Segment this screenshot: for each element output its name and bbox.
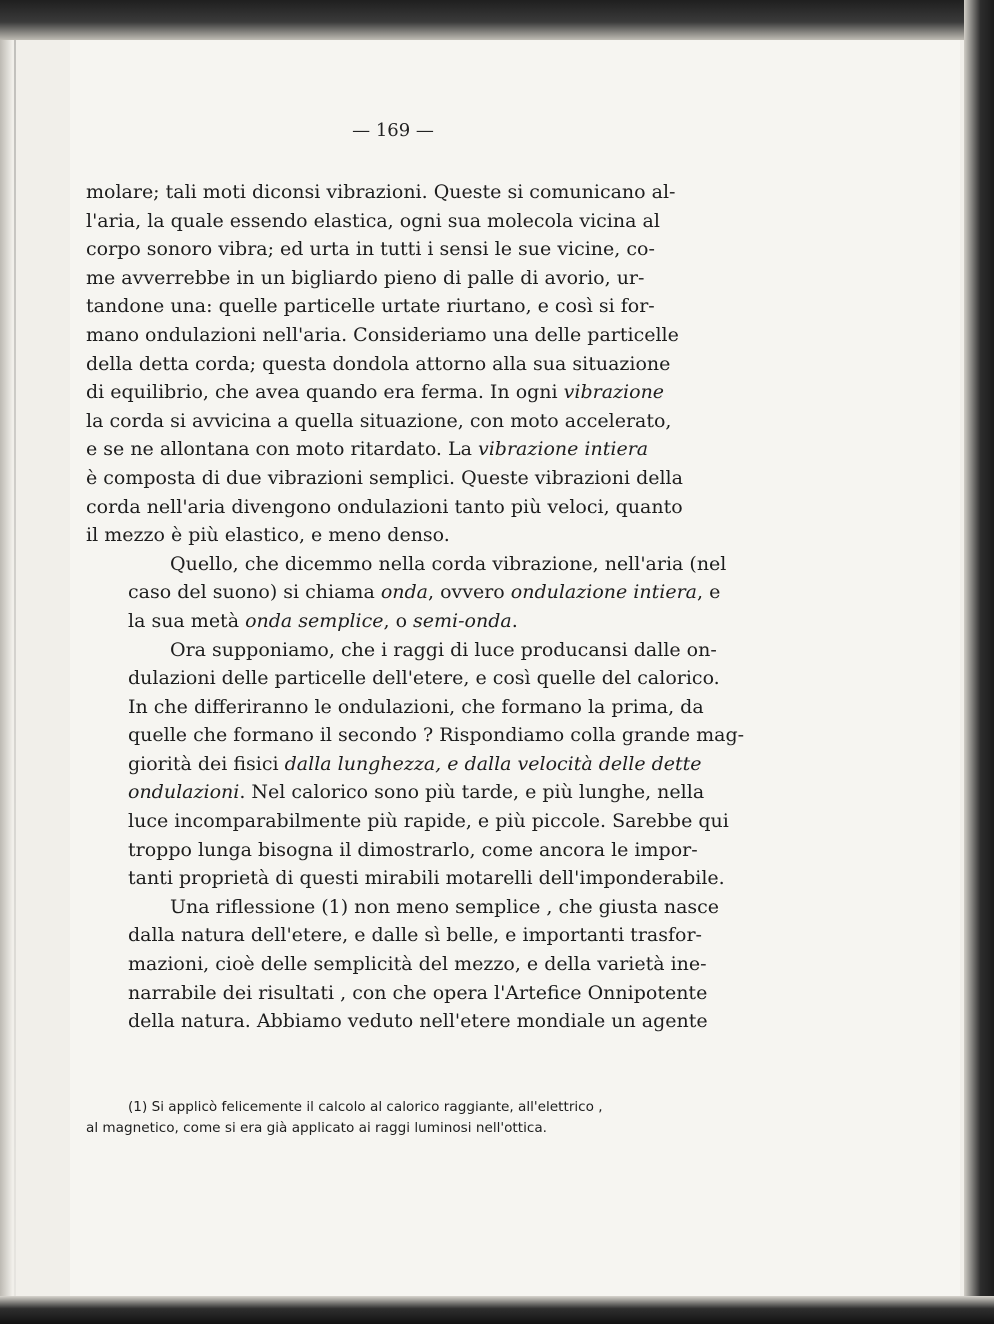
- text-line: corpo sonoro vibra; ed urta in tutti i sensi le sue vicine, co-: [86, 238, 655, 261]
- text-line: [86, 578, 721, 607]
- scan-edge-left: [0, 0, 12, 1324]
- text-run: , e: [697, 581, 721, 604]
- text-line: me avverrebbe in un bigliardo pieno di palle di avorio, ur-: [86, 266, 645, 289]
- page-number: — 169 —: [352, 120, 434, 141]
- italic-term: semi-onda: [413, 609, 512, 632]
- paragraph-3: [86, 636, 745, 893]
- text-line: [86, 607, 710, 636]
- text-line: [86, 435, 710, 464]
- italic-term: onda semplice: [245, 609, 384, 632]
- binding-shadow: [14, 0, 16, 1324]
- text-line: tanti proprietà di questi mirabili motarelli dell'imponderabile.: [128, 867, 725, 890]
- paragraph-1: [86, 178, 710, 550]
- text-line: Quello, che dicemmo nella corda vibrazione, nell'aria (nel: [170, 552, 727, 575]
- text-line: mano ondulazioni nell'aria. Consideriamo una delle particelle: [86, 323, 679, 346]
- text-line: quelle che formano il secondo ? Rispondiamo colla grande mag-: [128, 724, 745, 747]
- scan-edge-right: [964, 0, 994, 1324]
- text-line: narrabile dei risultati , con che opera l'Artefice Onnipotente: [128, 981, 708, 1004]
- text-line: [86, 778, 710, 807]
- text-run: la sua metà: [128, 609, 246, 632]
- text-line: della detta corda; questa dondola attorno alla sua situazione: [86, 352, 671, 375]
- text-line: il mezzo è più elastico, e meno denso.: [86, 524, 450, 547]
- text-line: della natura. Abbiamo veduto nell'etere mondiale un agente: [128, 1010, 708, 1033]
- text-run: giorità dei fisici: [128, 752, 285, 775]
- scan-edge-top: [0, 0, 994, 40]
- text-line: [86, 750, 710, 779]
- italic-term: ondulazione intiera: [510, 581, 697, 604]
- text-line: l'aria, la quale essendo elastica, ogni sua molecola vicina al: [86, 209, 660, 232]
- italic-term: onda: [380, 581, 428, 604]
- text-run: .: [511, 609, 518, 632]
- text-line: Una riflessione (1) non meno semplice , che giusta nasce: [170, 895, 720, 918]
- text-line: dalla natura dell'etere, e dalle sì belle, e importanti trasfor-: [128, 924, 702, 947]
- text-line: Ora supponiamo, che i raggi di luce producansi dalle on-: [170, 638, 717, 661]
- text-line: [86, 378, 710, 407]
- text-line: tandone una: quelle particelle urtate riurtano, e così si for-: [86, 295, 655, 318]
- text-line: In che differiranno le ondulazioni, che formano la prima, da: [128, 695, 704, 718]
- text-run: di equilibrio, che avea quando era ferma. In ogni: [86, 381, 564, 404]
- text-run: . Nel calorico sono più tarde, e più lunghe, nella: [239, 781, 705, 804]
- text-run: e se ne allontana con moto ritardato. La: [86, 438, 478, 461]
- italic-term: ondulazioni: [128, 781, 240, 804]
- italic-term: vibrazione intiera: [478, 438, 649, 461]
- text-line: molare; tali moti diconsi vibrazioni. Queste si comunicano al-: [86, 181, 676, 203]
- text-line: è composta di due vibrazioni semplici. Queste vibrazioni della: [86, 466, 683, 489]
- footnote-line: (1) Si applicò felicemente il calcolo al calorico raggiante, all'elettrico ,: [128, 1099, 603, 1115]
- paragraph-4: [86, 893, 720, 1036]
- text-run: , o: [383, 609, 414, 632]
- text-line: troppo lunga bisogna il dimostrarlo, come ancora le impor-: [128, 838, 698, 861]
- body-text: [86, 178, 745, 1036]
- paragraph-2: [86, 550, 727, 636]
- text-run: , ovvero: [427, 581, 511, 604]
- footnote: [86, 1097, 710, 1139]
- italic-term: dalla lunghezza, e dalla velocità delle dette: [284, 752, 702, 775]
- italic-term: vibrazione: [563, 381, 665, 404]
- text-line: la corda si avvicina a quella situazione, con moto accelerato,: [86, 409, 672, 432]
- text-line: dulazioni delle particelle dell'etere, e così quelle del calorico.: [128, 667, 720, 690]
- scan-edge-bottom: [0, 1296, 994, 1324]
- text-line: mazioni, cioè delle semplicità del mezzo, e della varietà ine-: [128, 953, 707, 976]
- text-run: caso del suono) si chiama: [128, 581, 381, 604]
- footnote-line: al magnetico, come si era già applicato ai raggi luminosi nell'ottica.: [86, 1120, 547, 1136]
- text-line: luce incomparabilmente più rapide, e più piccole. Sarebbe qui: [128, 810, 729, 833]
- text-line: corda nell'aria divengono ondulazioni tanto più veloci, quanto: [86, 495, 683, 518]
